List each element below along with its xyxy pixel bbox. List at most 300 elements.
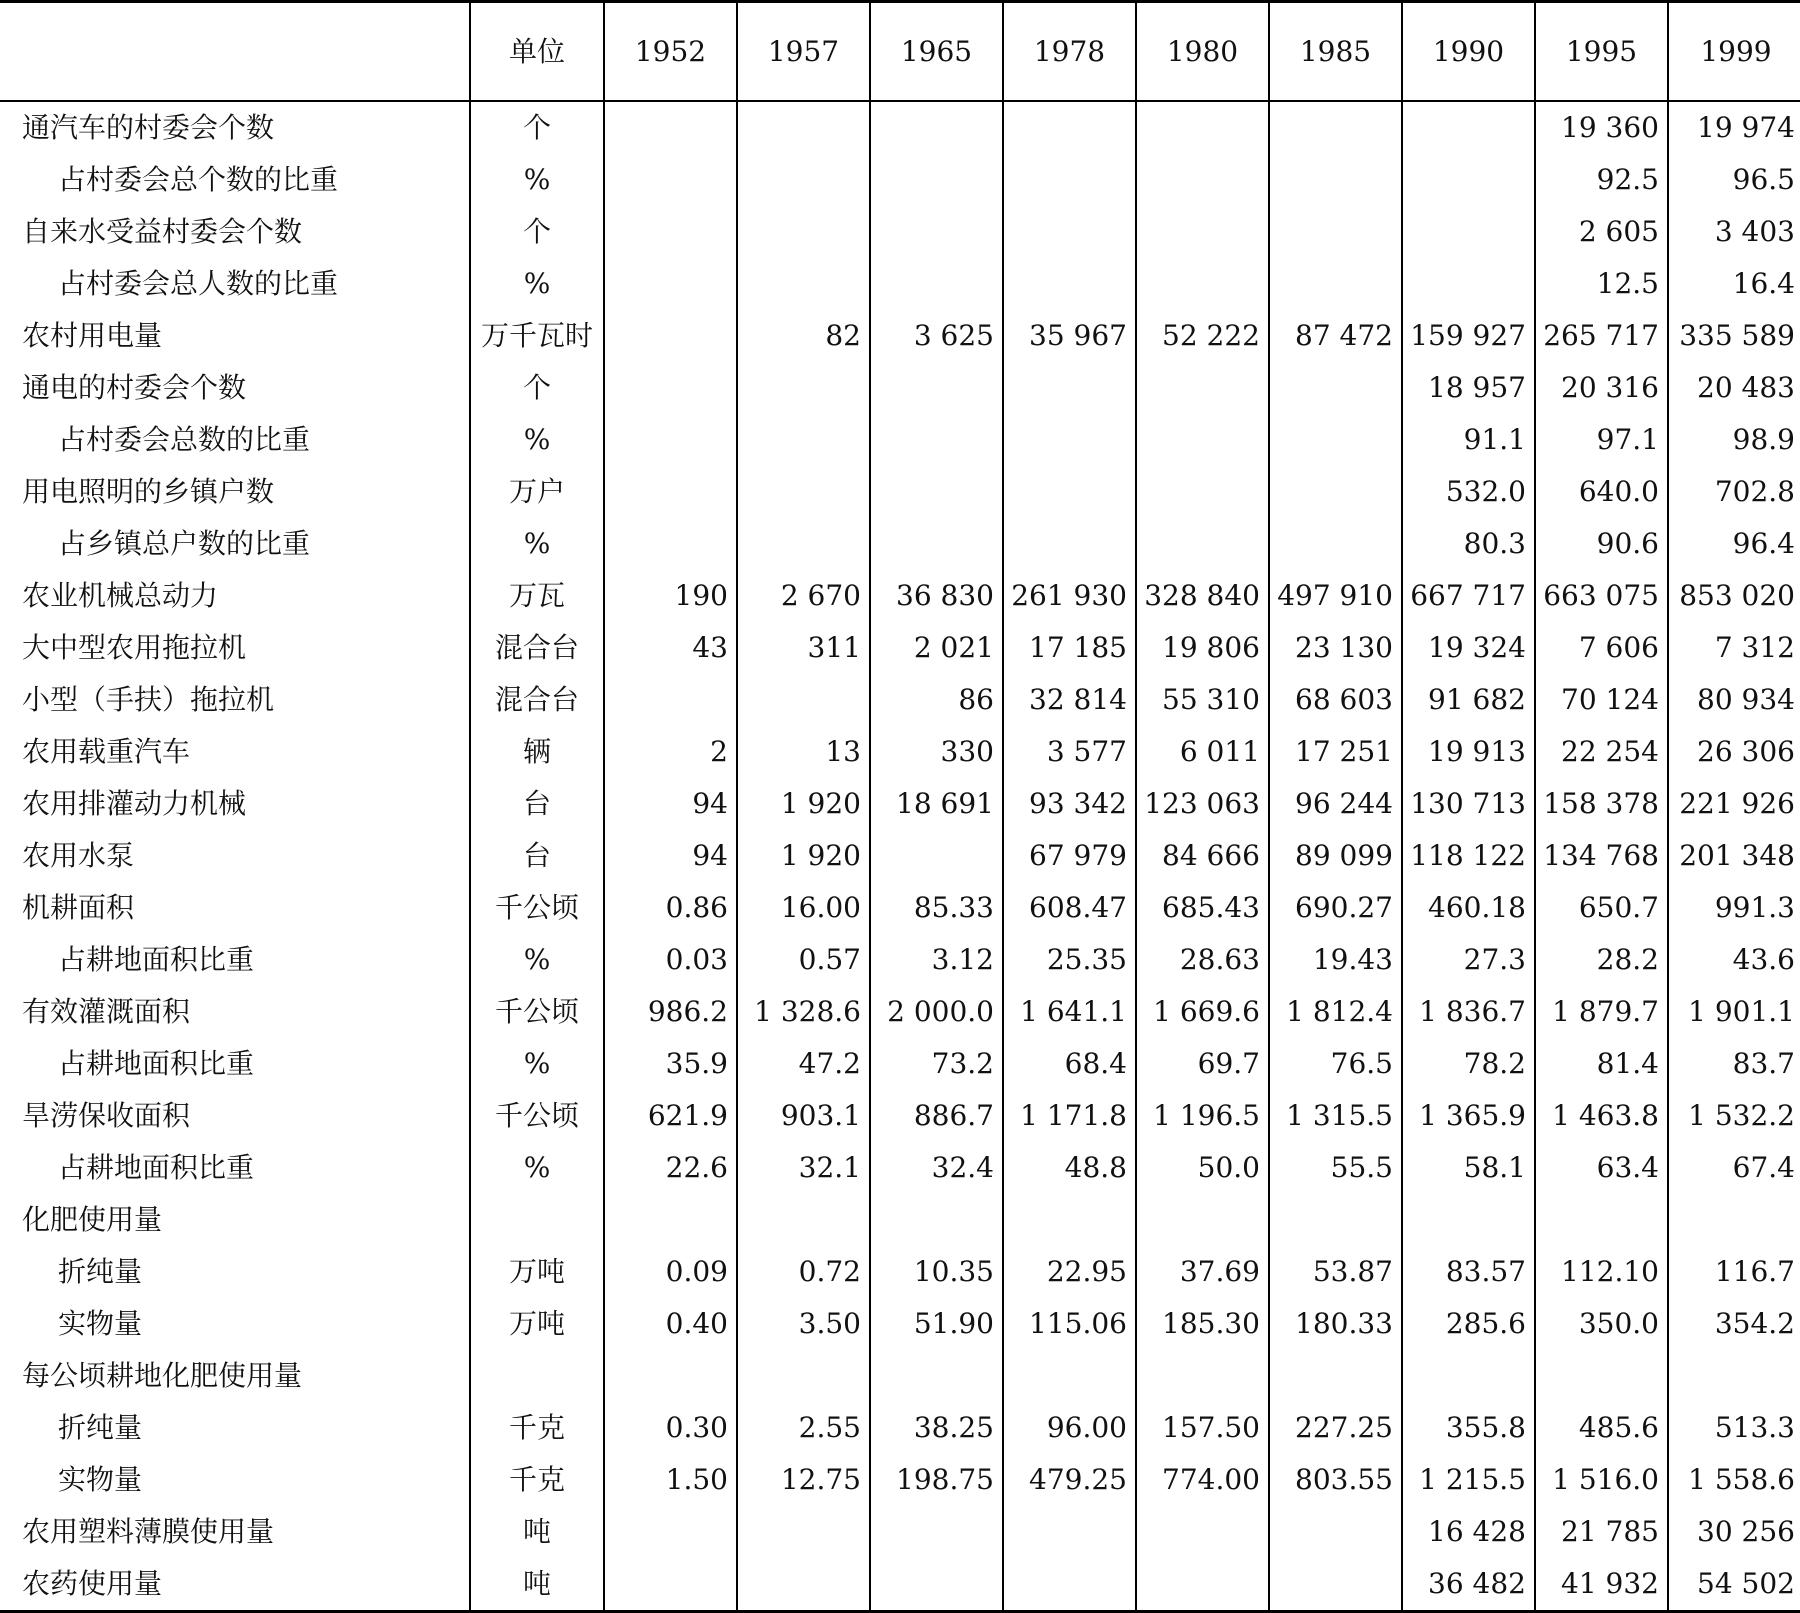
table-row (0, 362, 1800, 414)
header-year: 1999 (1668, 3, 1800, 101)
value-cell: 68.4 (1003, 1038, 1136, 1090)
value-cell (1003, 1350, 1136, 1402)
value-cell: 52 222 (1136, 310, 1269, 362)
header-year: 1957 (737, 3, 870, 101)
value-cell: 2.55 (737, 1402, 870, 1454)
value-cell: 67.4 (1668, 1142, 1800, 1194)
value-cell: 50.0 (1136, 1142, 1269, 1194)
value-cell: 354.2 (1668, 1298, 1800, 1350)
row-unit: 个 (470, 362, 604, 414)
value-cell (1269, 206, 1402, 258)
value-cell: 83.57 (1402, 1246, 1535, 1298)
value-cell: 28.2 (1535, 934, 1668, 986)
value-cell (604, 1350, 737, 1402)
value-cell (737, 466, 870, 518)
value-cell (604, 1194, 737, 1246)
row-unit: 个 (470, 101, 604, 154)
value-cell: 227.25 (1269, 1402, 1402, 1454)
value-cell (737, 154, 870, 206)
value-cell: 265 717 (1535, 310, 1668, 362)
value-cell: 485.6 (1535, 1402, 1668, 1454)
value-cell: 32.4 (870, 1142, 1003, 1194)
row-unit: 千克 (470, 1454, 604, 1506)
value-cell: 1 365.9 (1402, 1090, 1535, 1142)
value-cell: 85.33 (870, 882, 1003, 934)
header-year: 1980 (1136, 3, 1269, 101)
value-cell: 94 (604, 778, 737, 830)
header-row (0, 3, 1800, 101)
value-cell: 903.1 (737, 1090, 870, 1142)
row-unit: 万吨 (470, 1246, 604, 1298)
value-cell: 1 669.6 (1136, 986, 1269, 1038)
row-unit: 千克 (470, 1402, 604, 1454)
value-cell: 198.75 (870, 1454, 1003, 1506)
value-cell: 2 000.0 (870, 986, 1003, 1038)
value-cell: 20 483 (1668, 362, 1800, 414)
value-cell (737, 414, 870, 466)
row-label: 每公顷耕地化肥使用量 (22, 1359, 303, 1392)
value-cell: 130 713 (1402, 778, 1535, 830)
value-cell: 3 577 (1003, 726, 1136, 778)
row-unit: 吨 (470, 1506, 604, 1558)
value-cell: 3 625 (870, 310, 1003, 362)
value-cell (737, 206, 870, 258)
value-cell: 1 920 (737, 778, 870, 830)
row-label: 化肥使用量 (22, 1203, 163, 1236)
table-row (0, 934, 1800, 986)
value-cell: 1 558.6 (1668, 1454, 1800, 1506)
table-row (0, 778, 1800, 830)
value-cell (1269, 1194, 1402, 1246)
value-cell (1535, 1194, 1668, 1246)
row-label: 占乡镇总户数的比重 (58, 527, 311, 560)
value-cell (1269, 362, 1402, 414)
value-cell (1003, 414, 1136, 466)
value-cell: 7 312 (1668, 622, 1800, 674)
value-cell (604, 674, 737, 726)
value-cell (737, 518, 870, 570)
table-row (0, 1194, 1800, 1246)
value-cell: 12.75 (737, 1454, 870, 1506)
value-cell (870, 1194, 1003, 1246)
value-cell (1269, 101, 1402, 154)
row-unit: 万户 (470, 466, 604, 518)
value-cell (604, 466, 737, 518)
value-cell (1668, 1194, 1800, 1246)
value-cell: 190 (604, 570, 737, 622)
table-row (0, 310, 1800, 362)
value-cell (870, 101, 1003, 154)
value-cell (737, 258, 870, 310)
value-cell: 89 099 (1269, 830, 1402, 882)
row-unit: % (470, 414, 604, 466)
value-cell: 3.12 (870, 934, 1003, 986)
value-cell (870, 258, 1003, 310)
value-cell (870, 518, 1003, 570)
value-cell: 1 196.5 (1136, 1090, 1269, 1142)
value-cell: 853 020 (1668, 570, 1800, 622)
value-cell: 158 378 (1535, 778, 1668, 830)
value-cell (870, 362, 1003, 414)
value-cell (870, 830, 1003, 882)
value-cell: 97.1 (1535, 414, 1668, 466)
value-cell: 41 932 (1535, 1558, 1668, 1612)
row-label: 占耕地面积比重 (58, 1151, 255, 1184)
header-year: 1978 (1003, 3, 1136, 101)
value-cell: 98.9 (1668, 414, 1800, 466)
row-label: 农药使用量 (0, 1558, 470, 1612)
value-cell: 201 348 (1668, 830, 1800, 882)
table-header (0, 3, 1800, 101)
value-cell: 1 315.5 (1269, 1090, 1402, 1142)
value-cell: 22.95 (1003, 1246, 1136, 1298)
row-unit (470, 1350, 604, 1402)
value-cell: 91 682 (1402, 674, 1535, 726)
value-cell: 68 603 (1269, 674, 1402, 726)
row-unit: 混合台 (470, 622, 604, 674)
value-cell: 497 910 (1269, 570, 1402, 622)
row-unit: 台 (470, 778, 604, 830)
value-cell: 2 605 (1535, 206, 1668, 258)
row-label: 机耕面积 (22, 891, 135, 924)
value-cell: 185.30 (1136, 1298, 1269, 1350)
value-cell (1136, 1350, 1269, 1402)
row-unit: 千公顷 (470, 1090, 604, 1142)
value-cell: 16.00 (737, 882, 870, 934)
value-cell (1402, 258, 1535, 310)
value-cell: 17 251 (1269, 726, 1402, 778)
value-cell: 0.03 (604, 934, 737, 986)
value-cell (1003, 1558, 1136, 1612)
value-cell: 53.87 (1269, 1246, 1402, 1298)
row-unit: 万千瓦时 (470, 310, 604, 362)
value-cell (1136, 466, 1269, 518)
value-cell: 10.35 (870, 1246, 1003, 1298)
value-cell: 96.5 (1668, 154, 1800, 206)
value-cell: 685.43 (1136, 882, 1269, 934)
row-unit (470, 1194, 604, 1246)
table-row (0, 206, 1800, 258)
value-cell: 0.09 (604, 1246, 737, 1298)
value-cell: 0.40 (604, 1298, 737, 1350)
row-label: 农用载重汽车 (22, 735, 191, 768)
value-cell (1269, 466, 1402, 518)
row-unit: % (470, 518, 604, 570)
table-row (0, 1454, 1800, 1506)
value-cell (1003, 1506, 1136, 1558)
value-cell: 90.6 (1535, 518, 1668, 570)
value-cell (1136, 414, 1269, 466)
value-cell (870, 1350, 1003, 1402)
row-unit: % (470, 1142, 604, 1194)
value-cell: 93 342 (1003, 778, 1136, 830)
value-cell (737, 1350, 870, 1402)
table-row (0, 1142, 1800, 1194)
value-cell: 1 812.4 (1269, 986, 1402, 1038)
value-cell: 32.1 (737, 1142, 870, 1194)
value-cell: 986.2 (604, 986, 737, 1038)
value-cell: 180.33 (1269, 1298, 1402, 1350)
value-cell (1402, 154, 1535, 206)
value-cell: 78.2 (1402, 1038, 1535, 1090)
value-cell: 83.7 (1668, 1038, 1800, 1090)
value-cell (737, 1558, 870, 1612)
value-cell: 663 075 (1535, 570, 1668, 622)
row-label: 农用水泵 (22, 839, 135, 872)
value-cell: 17 185 (1003, 622, 1136, 674)
header-year: 1990 (1402, 3, 1535, 101)
value-cell (737, 1194, 870, 1246)
value-cell: 1 641.1 (1003, 986, 1136, 1038)
value-cell: 23 130 (1269, 622, 1402, 674)
header-year: 1985 (1269, 3, 1402, 101)
value-cell: 311 (737, 622, 870, 674)
value-cell: 27.3 (1402, 934, 1535, 986)
value-cell: 0.30 (604, 1402, 737, 1454)
value-cell (1136, 1506, 1269, 1558)
table-row (0, 570, 1800, 622)
value-cell: 690.27 (1269, 882, 1402, 934)
value-cell: 19.43 (1269, 934, 1402, 986)
value-cell: 47.2 (737, 1038, 870, 1090)
value-cell: 1 532.2 (1668, 1090, 1800, 1142)
value-cell: 355.8 (1402, 1402, 1535, 1454)
row-unit: % (470, 258, 604, 310)
table-row (0, 466, 1800, 518)
value-cell: 13 (737, 726, 870, 778)
value-cell: 30 256 (1668, 1506, 1800, 1558)
value-cell: 1 836.7 (1402, 986, 1535, 1038)
row-unit: 千公顷 (470, 882, 604, 934)
value-cell (1402, 1350, 1535, 1402)
value-cell: 80.3 (1402, 518, 1535, 570)
row-unit: 个 (470, 206, 604, 258)
row-label: 折纯量 (58, 1255, 143, 1288)
value-cell: 513.3 (1668, 1402, 1800, 1454)
value-cell: 37.69 (1136, 1246, 1269, 1298)
value-cell (870, 1558, 1003, 1612)
value-cell (1402, 206, 1535, 258)
value-cell: 221 926 (1668, 778, 1800, 830)
value-cell (870, 206, 1003, 258)
value-cell: 335 589 (1668, 310, 1800, 362)
row-label: 自来水受益村委会个数 (22, 215, 303, 248)
row-label: 占村委会总数的比重 (58, 423, 311, 456)
value-cell: 460.18 (1402, 882, 1535, 934)
value-cell (870, 466, 1003, 518)
table-row (0, 101, 1800, 154)
value-cell (1136, 258, 1269, 310)
table-row (0, 1350, 1800, 1402)
value-cell: 36 830 (870, 570, 1003, 622)
value-cell: 18 957 (1402, 362, 1535, 414)
table-row (0, 414, 1800, 466)
value-cell: 803.55 (1269, 1454, 1402, 1506)
table-body (0, 101, 1800, 1612)
value-cell: 1 920 (737, 830, 870, 882)
value-cell: 3.50 (737, 1298, 870, 1350)
row-label: 占村委会总个数的比重 (58, 163, 339, 196)
value-cell: 12.5 (1535, 258, 1668, 310)
table-row (0, 622, 1800, 674)
value-cell: 58.1 (1402, 1142, 1535, 1194)
value-cell: 96.00 (1003, 1402, 1136, 1454)
value-cell (1136, 206, 1269, 258)
row-label: 用电照明的乡镇户数 (22, 475, 275, 508)
value-cell: 1 463.8 (1535, 1090, 1668, 1142)
value-cell: 886.7 (870, 1090, 1003, 1142)
value-cell: 16.4 (1668, 258, 1800, 310)
row-label: 占耕地面积比重 (58, 943, 255, 976)
value-cell: 67 979 (1003, 830, 1136, 882)
value-cell: 55.5 (1269, 1142, 1402, 1194)
table-row (0, 518, 1800, 570)
value-cell: 1 328.6 (737, 986, 870, 1038)
value-cell: 19 974 (1668, 101, 1800, 154)
table-row (0, 1090, 1800, 1142)
row-unit: % (470, 1038, 604, 1090)
value-cell (1003, 518, 1136, 570)
value-cell: 157.50 (1136, 1402, 1269, 1454)
table-row (0, 1402, 1800, 1454)
value-cell: 22 254 (1535, 726, 1668, 778)
value-cell: 96.4 (1668, 518, 1800, 570)
value-cell: 26 306 (1668, 726, 1800, 778)
table-row (0, 1246, 1800, 1298)
value-cell: 261 930 (1003, 570, 1136, 622)
value-cell: 96 244 (1269, 778, 1402, 830)
value-cell: 116.7 (1668, 1246, 1800, 1298)
value-cell (1402, 101, 1535, 154)
value-cell (1003, 1194, 1136, 1246)
statistics-table (0, 3, 1800, 1613)
value-cell (1136, 1558, 1269, 1612)
value-cell: 159 927 (1402, 310, 1535, 362)
row-unit: % (470, 934, 604, 986)
value-cell: 118 122 (1402, 830, 1535, 882)
row-label: 实物量 (58, 1307, 143, 1340)
row-label: 折纯量 (58, 1411, 143, 1444)
value-cell (870, 1506, 1003, 1558)
value-cell: 112.10 (1535, 1246, 1668, 1298)
value-cell: 2 021 (870, 622, 1003, 674)
value-cell (604, 518, 737, 570)
value-cell: 43.6 (1668, 934, 1800, 986)
value-cell (737, 1506, 870, 1558)
header-year: 1995 (1535, 3, 1668, 101)
value-cell: 350.0 (1535, 1298, 1668, 1350)
value-cell: 76.5 (1269, 1038, 1402, 1090)
value-cell (1402, 1194, 1535, 1246)
value-cell: 43 (604, 622, 737, 674)
value-cell: 32 814 (1003, 674, 1136, 726)
value-cell (1269, 518, 1402, 570)
table-row (0, 674, 1800, 726)
row-label: 占耕地面积比重 (58, 1047, 255, 1080)
value-cell: 0.72 (737, 1246, 870, 1298)
table-row (0, 1298, 1800, 1350)
value-cell: 54 502 (1668, 1558, 1800, 1612)
value-cell (1003, 101, 1136, 154)
value-cell: 87 472 (1269, 310, 1402, 362)
value-cell: 84 666 (1136, 830, 1269, 882)
row-label: 有效灌溉面积 (22, 995, 191, 1028)
value-cell: 94 (604, 830, 737, 882)
value-cell (1269, 1350, 1402, 1402)
table-row (0, 726, 1800, 778)
value-cell (737, 362, 870, 414)
value-cell: 19 913 (1402, 726, 1535, 778)
row-unit: % (470, 154, 604, 206)
value-cell: 1 516.0 (1535, 1454, 1668, 1506)
value-cell: 0.57 (737, 934, 870, 986)
value-cell: 1 879.7 (1535, 986, 1668, 1038)
value-cell: 640.0 (1535, 466, 1668, 518)
table-row (0, 154, 1800, 206)
value-cell (1668, 1350, 1800, 1402)
value-cell (1269, 1506, 1402, 1558)
value-cell: 774.00 (1136, 1454, 1269, 1506)
value-cell (1003, 206, 1136, 258)
value-cell: 63.4 (1535, 1142, 1668, 1194)
row-label: 通电的村委会个数 (22, 371, 247, 404)
value-cell (1136, 154, 1269, 206)
value-cell (1136, 1194, 1269, 1246)
value-cell (737, 674, 870, 726)
value-cell (1269, 258, 1402, 310)
value-cell: 19 806 (1136, 622, 1269, 674)
row-unit: 吨 (470, 1558, 604, 1612)
value-cell: 479.25 (1003, 1454, 1136, 1506)
value-cell: 92.5 (1535, 154, 1668, 206)
value-cell: 702.8 (1668, 466, 1800, 518)
header-year: 1965 (870, 3, 1003, 101)
value-cell (1136, 518, 1269, 570)
value-cell (604, 310, 737, 362)
value-cell: 48.8 (1003, 1142, 1136, 1194)
value-cell (1269, 154, 1402, 206)
value-cell: 20 316 (1535, 362, 1668, 414)
row-unit: 千公顷 (470, 986, 604, 1038)
value-cell: 19 324 (1402, 622, 1535, 674)
value-cell: 25.35 (1003, 934, 1136, 986)
value-cell: 532.0 (1402, 466, 1535, 518)
value-cell (870, 154, 1003, 206)
table-row (0, 1506, 1800, 1558)
value-cell: 22.6 (604, 1142, 737, 1194)
table-row (0, 882, 1800, 934)
table-row (0, 1038, 1800, 1090)
value-cell: 0.86 (604, 882, 737, 934)
value-cell: 38.25 (870, 1402, 1003, 1454)
value-cell (870, 414, 1003, 466)
row-unit: 辆 (470, 726, 604, 778)
value-cell: 19 360 (1535, 101, 1668, 154)
value-cell: 1.50 (604, 1454, 737, 1506)
value-cell: 35 967 (1003, 310, 1136, 362)
row-label: 旱涝保收面积 (22, 1099, 191, 1132)
value-cell: 91.1 (1402, 414, 1535, 466)
header-item (0, 3, 470, 101)
value-cell: 123 063 (1136, 778, 1269, 830)
value-cell: 36 482 (1402, 1558, 1535, 1612)
value-cell: 621.9 (604, 1090, 737, 1142)
row-unit: 万瓦 (470, 570, 604, 622)
row-unit: 混合台 (470, 674, 604, 726)
value-cell (1269, 414, 1402, 466)
value-cell: 28.63 (1136, 934, 1269, 986)
value-cell: 86 (870, 674, 1003, 726)
